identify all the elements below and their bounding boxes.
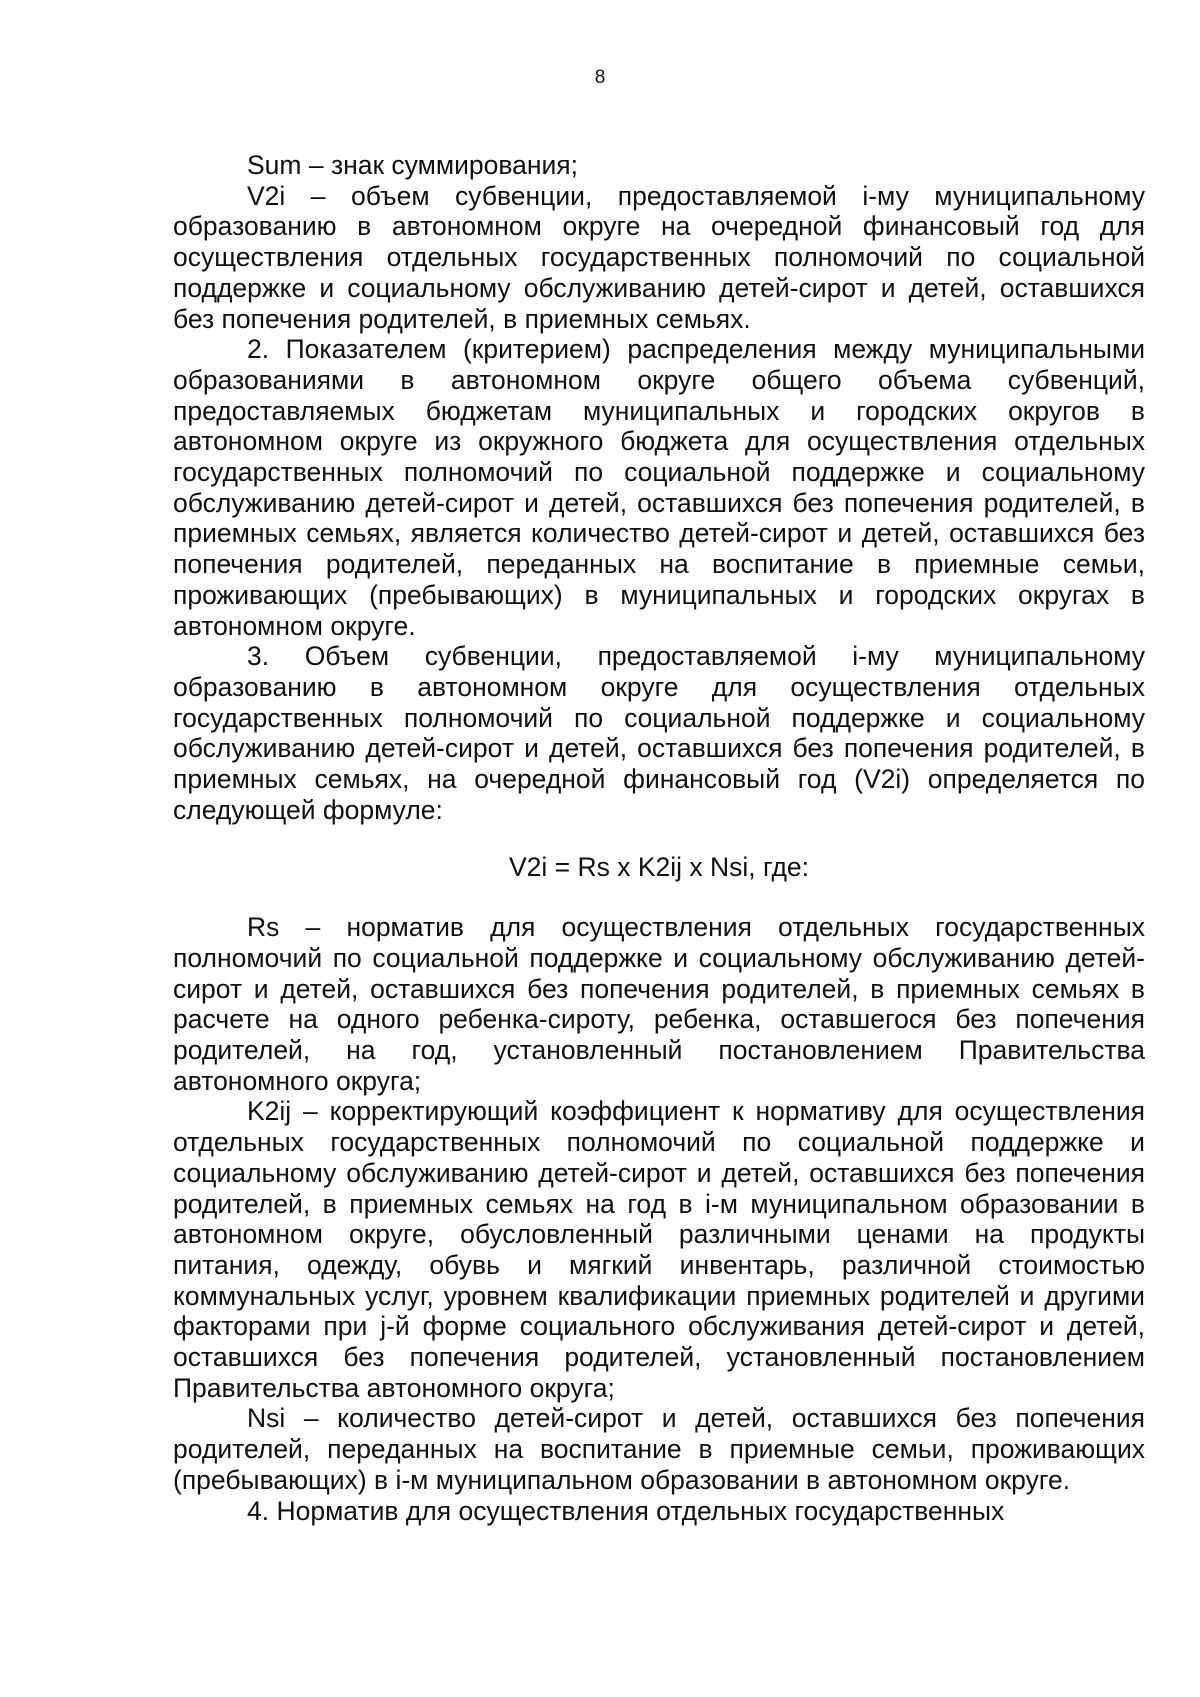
page-number: 8 <box>594 67 606 88</box>
definition-rs: Rs – норматив для осуществления отдельных государственных полномочий по социальной поддержке и социальному обслуживанию детей-сирот и детей, оставшихся без попечения родителей, в приемных семьях в расчете на одного ребенка-сироту, ребенка, оставшегося без попечения родителей, на год, установленный постановлением Правительства автономного округа; <box>173 912 1145 1096</box>
definition-k2ij: K2ij – корректирующий коэффициент к нормативу для осуществления отдельных государственных полномочий по социальной поддержке и социальному обслуживанию детей-сирот и детей, оставшихся без попечения родителей, в приемных семьях на год в i-м муниципальном образовании в автономном округе, обусловленный различными ценами на продукты питания, одежду, обувь и мягкий инвентарь, различной стоимостью коммунальных услуг, уровнем квалификации приемных родителей и другими факторами при j-й форме социального обслуживания детей-сирот и детей, оставшихся без попечения родителей, установленный постановлением Правительства автономного округа; <box>173 1096 1145 1403</box>
document-body <box>173 150 1145 1526</box>
clause-4: 4. Норматив для осуществления отдельных государственных <box>247 1495 1005 1526</box>
clause-2: 2. Показателем (критерием) распределения между муниципальными образованиями в автономном округе общего объема субвенций, предоставляемых бюджетам муниципальных и городских округов в автономном округе из окружного бюджета для осуществления отдельных государственных полномочий по социальной поддержке и социальному обслуживанию детей-сирот и детей, оставшихся без попечения родителей, в приемных семьях, является количество детей-сирот и детей, оставшихся без попечения родителей, переданных на воспитание в приемные семьи, проживающих (пребывающих) в муниципальных и городских округах в автономном округе. <box>173 334 1145 641</box>
definition-v2i: V2i – объем субвенции, предоставляемой i-му муниципальному образованию в автономном округе на очередной финансовый год для осуществления отдельных государственных полномочий по социальной поддержке и социальному обслуживанию детей-сирот и детей, оставшихся без попечения родителей, в приемных семьях. <box>173 180 1145 334</box>
definition-sum: Sum – знак суммирования; <box>247 150 579 180</box>
formula: V2i = Rs x K2ij x Nsi, где: <box>508 852 810 883</box>
clause-3: 3. Объем субвенции, предоставляемой i-му муниципальному образованию в автономном округе для осуществления отдельных государственных полномочий по социальной поддержке и социальному обслуживанию детей-сирот и детей, оставшихся без попечения родителей, в приемных семьях, на очередной финансовый год (V2i) определяется по следующей формуле: <box>173 641 1145 825</box>
definition-nsi: Nsi – количество детей-сирот и детей, оставшихся без попечения родителей, переданных на воспитание в приемные семьи, проживающих (пребывающих) в i-м муниципальном образовании в автономном округе. <box>173 1403 1145 1495</box>
